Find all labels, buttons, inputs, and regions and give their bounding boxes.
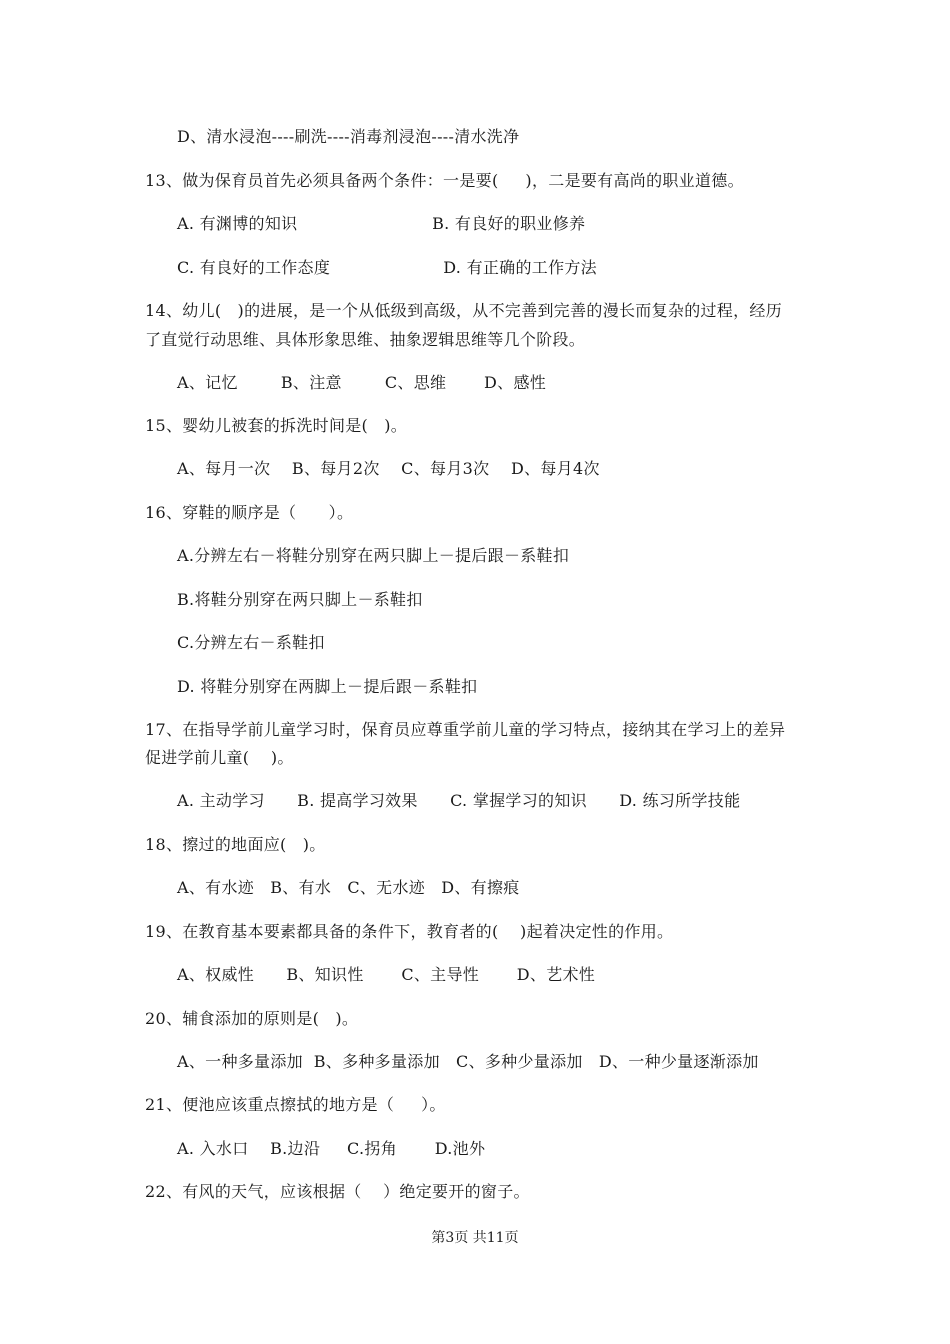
q17-options: A. 主动学习 B. 提高学习效果 C. 掌握学习的知识 D. 练习所学技能 — [177, 791, 741, 810]
question-20: 20、辅食添加的原则是( )。 — [145, 1009, 359, 1028]
question-14-line2: 了直觉行动思维、具体形象思维、抽象逻辑思维等几个阶段。 — [145, 330, 586, 349]
q18-options: A、有水迹 B、有水 C、无水迹 D、有擦痕 — [177, 878, 520, 897]
q16-option-a: A.分辨左右－将鞋分别穿在两只脚上－提后跟－系鞋扣 — [177, 546, 570, 565]
question-18: 18、擦过的地面应( )。 — [145, 835, 326, 854]
q16-option-b: B.将鞋分别穿在两只脚上－系鞋扣 — [177, 590, 423, 609]
question-19: 19、在教育基本要素都具备的条件下，教育者的( )起着决定性的作用。 — [145, 922, 674, 941]
question-15: 15、婴幼儿被套的拆洗时间是( )。 — [145, 416, 408, 435]
question-21: 21、便池应该重点擦拭的地方是（ ）。 — [145, 1095, 446, 1114]
question-17-line1: 17、在指导学前儿童学习时，保育员应尊重学前儿童的学习特点，接纳其在学习上的差异 — [145, 720, 786, 739]
q12-option-d: D、清水浸泡----刷洗----消毒剂浸泡----清水洗净 — [177, 127, 520, 146]
q19-options: A、权威性 B、知识性 C、主导性 D、艺术性 — [177, 965, 596, 984]
question-17-line2: 促进学前儿童( )。 — [145, 748, 294, 767]
q14-options: A、记忆 B、注意 C、思维 D、感性 — [177, 373, 547, 392]
q15-options: A、每月一次 B、每月2次 C、每月3次 D、每月4次 — [177, 459, 600, 478]
q16-option-c: C.分辨左右－系鞋扣 — [177, 633, 325, 652]
q13-options-ab: A. 有渊博的知识 B. 有良好的职业修养 — [177, 214, 586, 233]
q20-options: A、一种多量添加 B、多种多量添加 C、多种少量添加 D、一种少量逐渐添加 — [177, 1052, 759, 1071]
question-16: 16、穿鞋的顺序是（ ）。 — [145, 503, 354, 522]
q21-options: A. 入水口 B.边沿 C.拐角 D.池外 — [177, 1139, 486, 1158]
question-14-line1: 14、幼儿( )的进展，是一个从低级到高级，从不完善到完善的漫长而复杂的过程，经历 — [145, 301, 783, 320]
q13-options-cd: C. 有良好的工作态度 D. 有正确的工作方法 — [177, 258, 597, 277]
question-13: 13、做为保育员首先必须具备两个条件：一是要( )，二是要有高尚的职业道德。 — [145, 171, 744, 190]
q16-option-d: D. 将鞋分别穿在两脚上－提后跟－系鞋扣 — [177, 677, 478, 696]
question-22: 22、有风的天气，应该根据（ ）绝定要开的窗子。 — [145, 1182, 530, 1201]
page-footer: 第3页 共11页 — [431, 1230, 519, 1246]
